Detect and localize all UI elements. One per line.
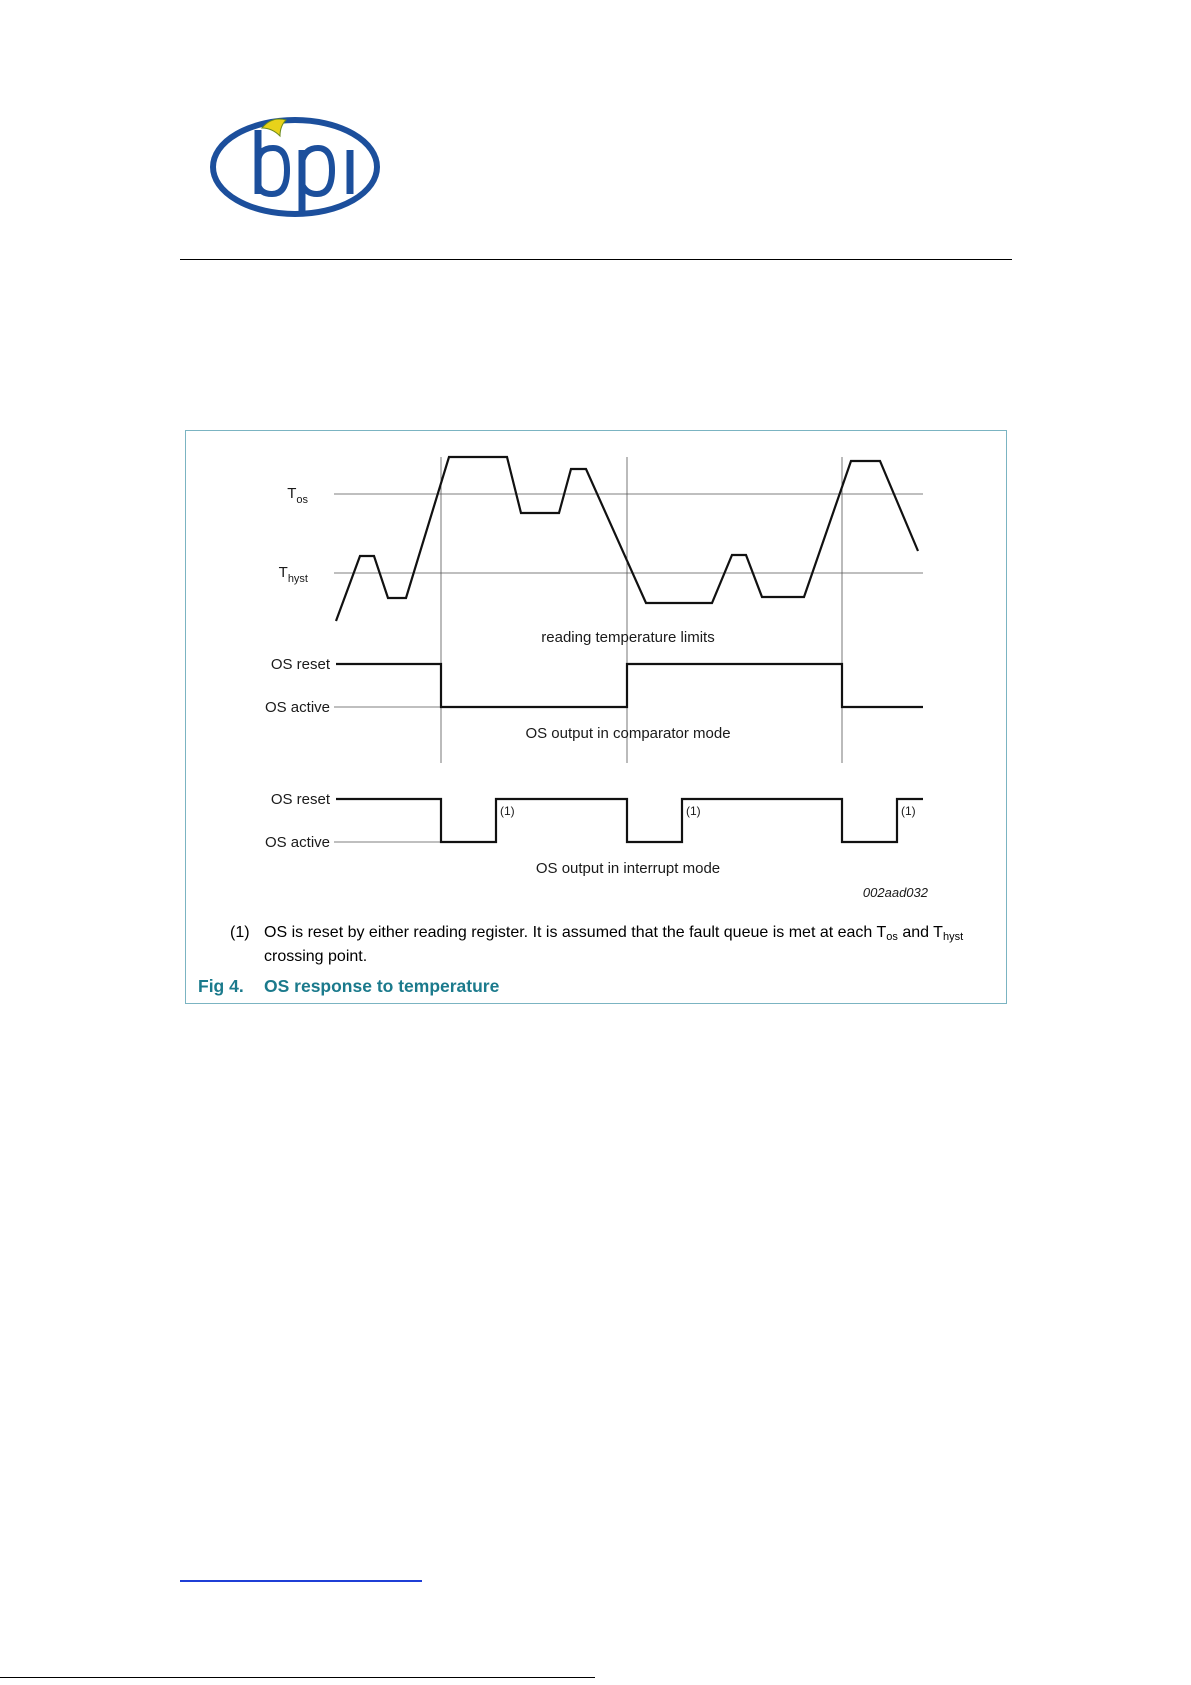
thyst-label: $T_{hyst}$ bbox=[278, 564, 308, 585]
figure-frame bbox=[185, 430, 1007, 1004]
figure-number: Fig 4. bbox=[198, 976, 244, 996]
os-timing-diagram bbox=[186, 431, 1008, 931]
note-number: (1) bbox=[230, 924, 250, 941]
bpi-logo bbox=[210, 112, 380, 217]
comparator-os-reset-label: OS reset bbox=[270, 656, 330, 673]
diagram-id: 002aad032 bbox=[862, 885, 928, 900]
reading-limits-label: reading temperature limits bbox=[541, 629, 715, 646]
interrupt-mode-label: OS output in interrupt mode bbox=[535, 860, 721, 877]
note-marker-2: (1) bbox=[686, 804, 701, 818]
interrupt-os-reset-label: OS reset bbox=[270, 791, 330, 808]
comparator-os-output bbox=[336, 664, 923, 707]
note-text: OS is reset by either reading register. It is assumed that the fault queue is met at each $T_{os}$ and $T_{hyst}$ crossing point. bbox=[264, 924, 964, 965]
comparator-mode-label: OS output in comparator mode bbox=[525, 725, 731, 742]
figure-title: OS response to temperature bbox=[264, 976, 500, 996]
comparator-os-active-label: OS active bbox=[264, 699, 330, 716]
tos-label: $T_{os}$ bbox=[287, 485, 308, 506]
note-marker-3: (1) bbox=[901, 804, 916, 818]
figure-caption bbox=[198, 976, 499, 997]
interrupt-os-active-label: OS active bbox=[264, 834, 330, 851]
header-rule bbox=[180, 259, 1012, 260]
note-marker-1: (1) bbox=[500, 804, 515, 818]
footnote-rule bbox=[180, 1580, 422, 1582]
interrupt-os-output bbox=[336, 799, 923, 842]
footer-rule bbox=[0, 1677, 595, 1678]
